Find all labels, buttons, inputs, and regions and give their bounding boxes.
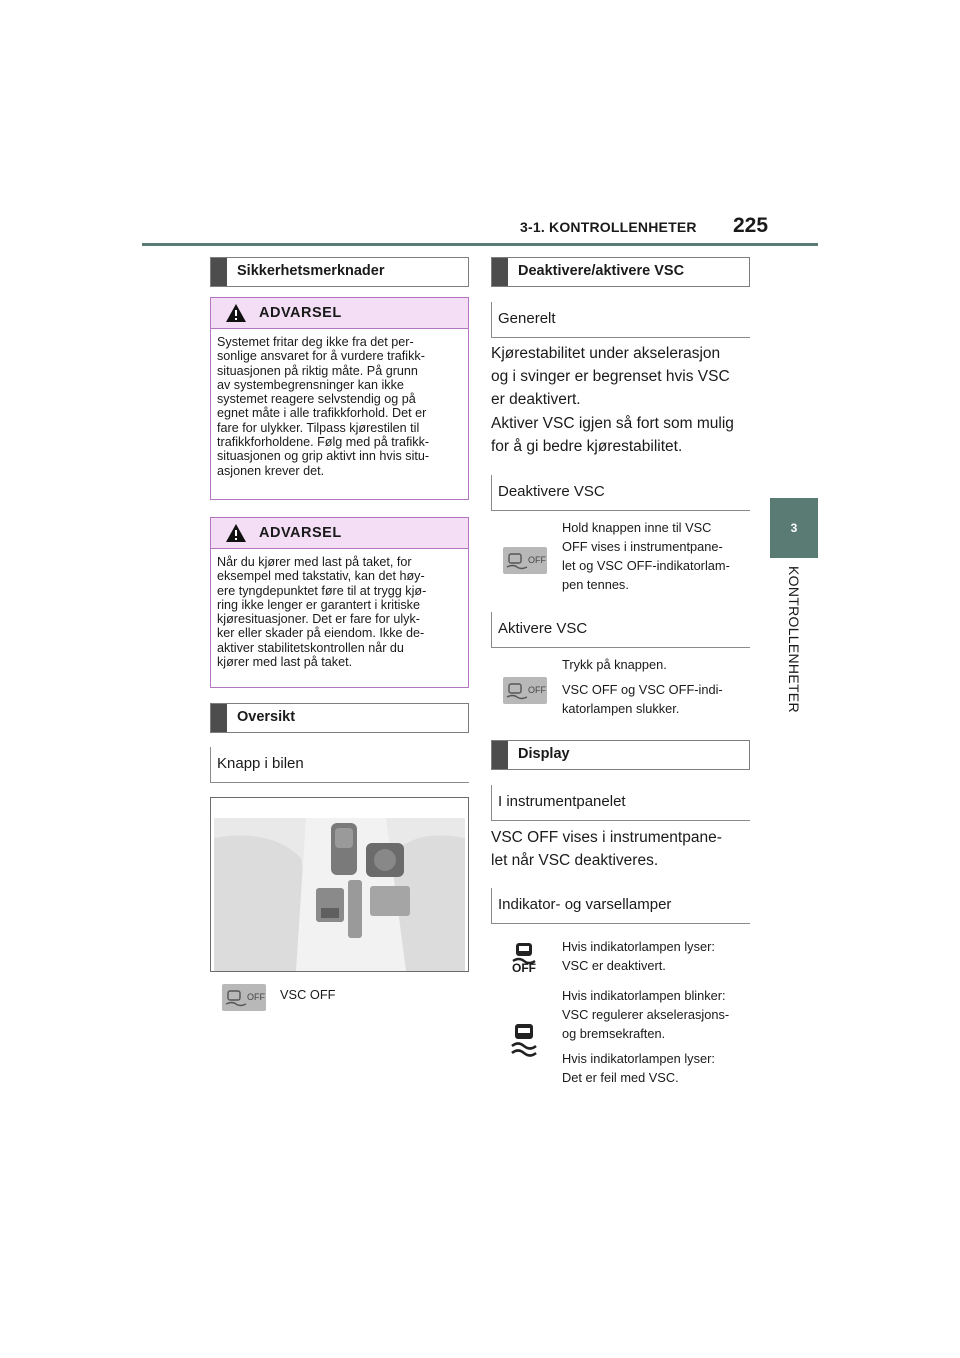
panel-text: VSC OFF vises i instrumentpane- let når VSC deaktiveres. <box>491 829 722 869</box>
section-heading-safety: Sikkerhetsmerknader <box>210 257 469 287</box>
section-heading-overview: Oversikt <box>210 703 469 733</box>
subheading-activate: Aktivere VSC <box>491 612 750 648</box>
vsc-off-lamp-icon: OFF <box>511 941 537 977</box>
vsc-off-button-icon: OFF <box>222 984 266 1011</box>
lamp1-text: Hvis indikatorlampen lyser: VSC er deaktivert. <box>562 939 715 973</box>
general-paragraph-2: Aktiver VSC igjen så fort som mulig for å gi bedre kjørestabilitet. <box>491 415 734 455</box>
vsc-off-button-icon: OFF <box>503 677 547 704</box>
section-heading-deactivate-activate: Deaktivere/aktivere VSC <box>491 257 750 287</box>
chapter-tab-label: KONTROLLENHETER <box>786 566 802 713</box>
chapter-tab: 3 <box>770 498 818 558</box>
activate-text-1: Trykk på knappen. <box>562 657 667 672</box>
lamp2-text-1: Hvis indikatorlampen blinker: VSC regulerer akselerasjons- og bremsekraften. <box>562 988 730 1041</box>
page-number: 225 <box>733 214 769 237</box>
subheading-deactivate: Deaktivere VSC <box>491 475 750 511</box>
warning-box-2 <box>210 517 469 688</box>
subheading-button-in-car: Knapp i bilen <box>210 747 469 783</box>
warning-title: ADVARSEL <box>259 525 342 541</box>
subheading-general: Generelt <box>491 302 750 338</box>
subheading-indicator-lamps: Indikator- og varsellamper <box>491 888 750 924</box>
deactivate-text: Hold knappen inne til VSC OFF vises i instrumentpane- let og VSC OFF-indikatorlam- pen tennes. <box>562 520 730 592</box>
vsc-lamp-icon <box>509 1022 539 1058</box>
header-rule <box>142 243 818 246</box>
section-heading-display: Display <box>491 740 750 770</box>
vsc-off-label: VSC OFF <box>280 987 336 1002</box>
warning-box-1 <box>210 297 469 500</box>
warning-triangle-icon <box>225 303 247 323</box>
activate-text-2: VSC OFF og VSC OFF-indi- katorlampen slukker. <box>562 682 723 716</box>
lamp2-text-2: Hvis indikatorlampen lyser: Det er feil med VSC. <box>562 1051 715 1085</box>
console-illustration <box>210 797 469 972</box>
warning-triangle-icon <box>225 523 247 543</box>
subheading-instrument-panel: I instrumentpanelet <box>491 785 750 821</box>
warning-text: Når du kjører med last på taket, for eksempel med takstativ, kan det høy- ere tyngdepunktet føre til at trygg kjø- ring ikke lenger er garantert i kritiske kjøresituasjoner. Det er fare for ulyk- ker eller skader på eiendom. Ikke de- aktiver stabilitetskontrollen når du kjører med last på taket. <box>217 555 427 670</box>
chapter-title: 3-1. KONTROLLENHETER <box>520 219 697 235</box>
general-paragraph-1: Kjørestabilitet under akselerasjon og i svinger er begrenset hvis VSC er deaktivert. <box>491 345 730 408</box>
warning-text: Systemet fritar deg ikke fra det per- sonlige ansvaret for å vurdere trafikk- situasjonen på riktig måte. På grunn av systembegrensninger kan ikke systemet reagere selvstendig og på egnet måte i alle trafikkforhold. Det er fare for ulykker. Tilpass kjørestilen til trafikkforholdene. Følg med på trafikk- situasjonen og grip aktivt inn hvis situ- asjonen krever det. <box>217 335 430 478</box>
warning-title: ADVARSEL <box>259 305 342 321</box>
vsc-off-button-icon: OFF <box>503 547 547 574</box>
